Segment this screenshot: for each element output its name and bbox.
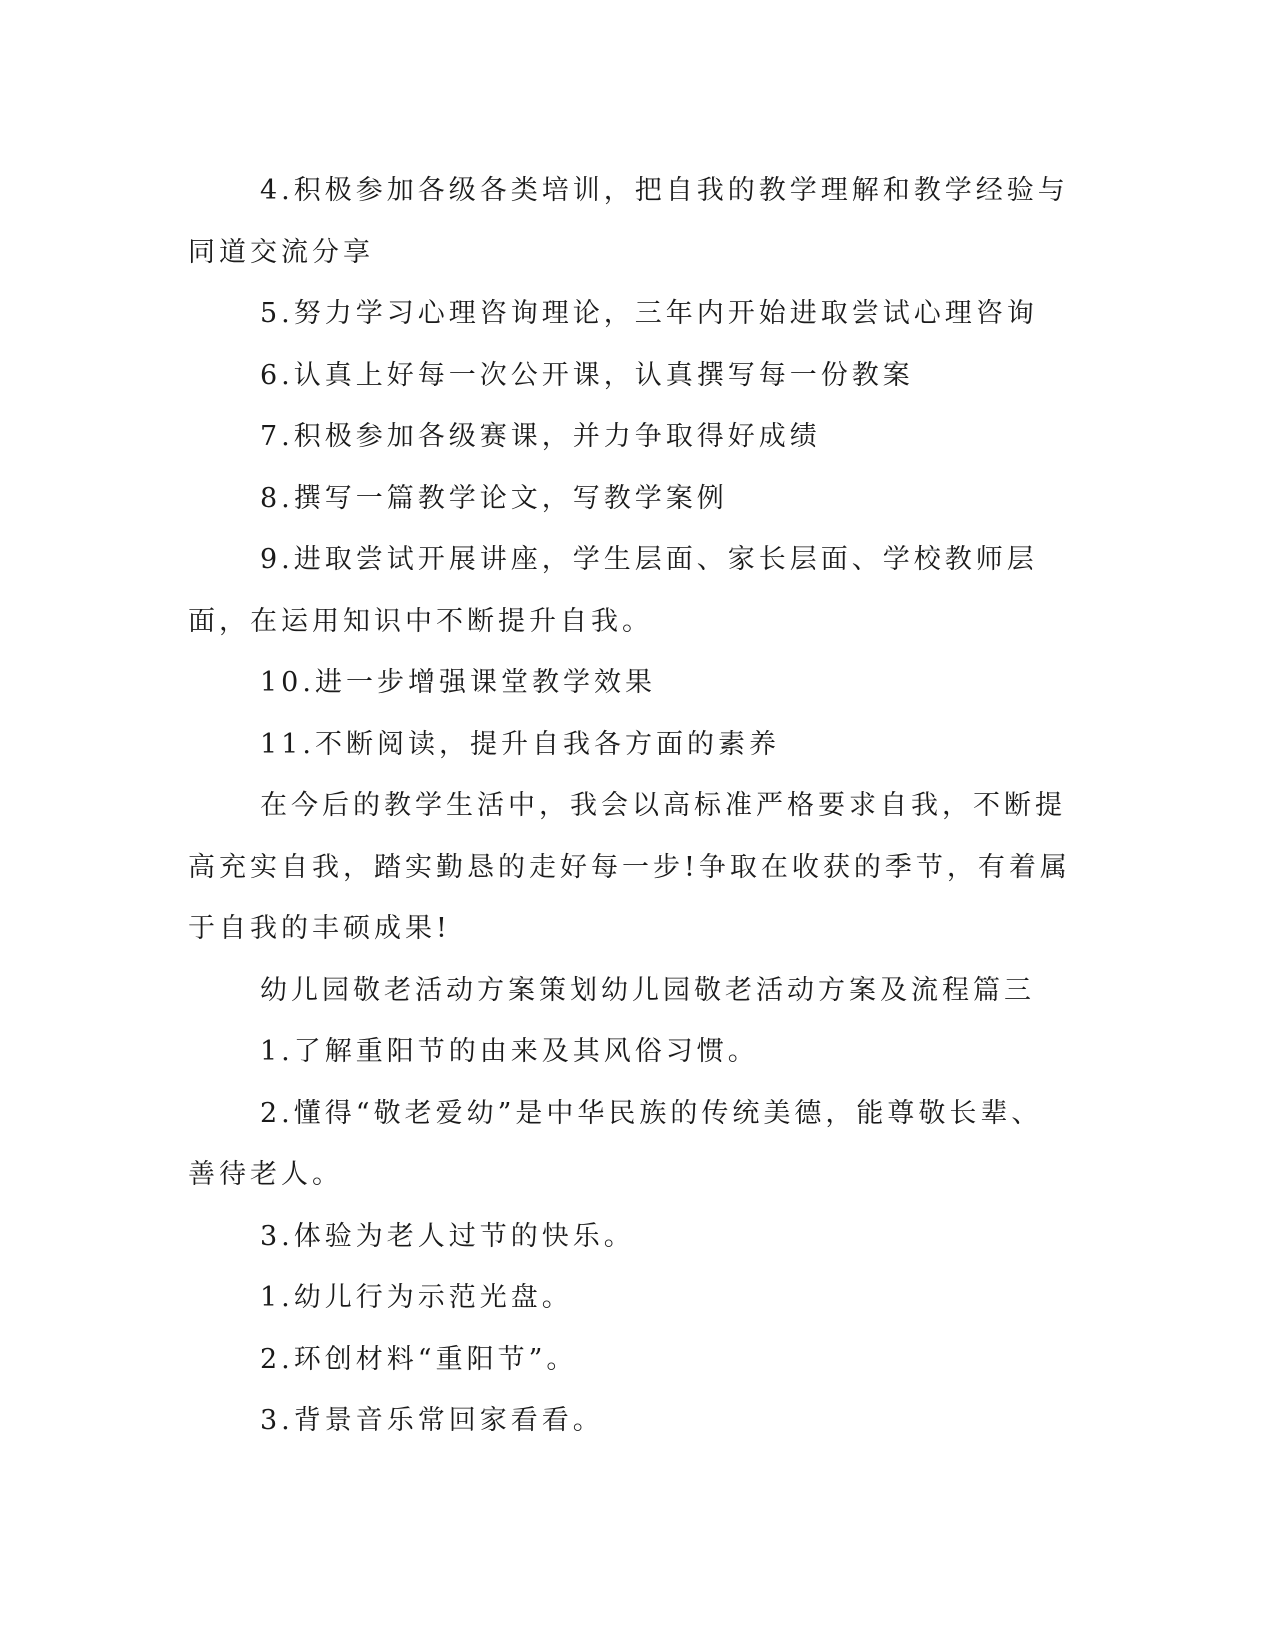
goal-item-2: 2.懂得“敬老爱幼”是中华民族的传统美德，能尊敬长辈、善待老人。 (188, 1097, 1043, 1190)
paragraph-item-6: 6.认真上好每一次公开课，认真撰写每一份教案 (260, 359, 914, 391)
goal-item-1: 1.了解重阳节的由来及其风俗习惯。 (260, 1036, 759, 1067)
material-item-3: 3.背景音乐常回家看看。 (260, 1405, 604, 1436)
paragraph-item-9: 9.进取尝试开展讲座，学生层面、家长层面、学校教师层面，在运用知识中不断提升自我。 (188, 544, 1038, 637)
paragraph-item-4: 4.积极参加各级各类培训，把自我的教学理解和教学经验与同道交流分享 (188, 175, 1069, 268)
material-item-1: 1.幼儿行为示范光盘。 (260, 1282, 573, 1313)
paragraph-item-5: 5.努力学习心理咨询理论，三年内开始进取尝试心理咨询 (260, 298, 1038, 329)
paragraph-item-11: 11.不断阅读，提升自我各方面的素养 (260, 728, 780, 760)
document-body (188, 160, 1073, 1452)
section-heading: 幼儿园敬老活动方案策划幼儿园敬老活动方案及流程篇三 (260, 974, 1035, 1006)
paragraph-conclusion: 在今后的教学生活中，我会以高标准严格要求自我，不断提高充实自我，踏实勤恳的走好每一步!争取在收获的季节，有着属于自我的丰硕成果! (188, 790, 1071, 944)
paragraph-item-10: 10.进一步增强课堂教学效果 (260, 667, 656, 698)
paragraph-item-7: 7.积极参加各级赛课，并力争取得好成绩 (260, 421, 821, 452)
paragraph-item-8: 8.撰写一篇教学论文，写教学案例 (260, 482, 728, 514)
goal-item-3: 3.体验为老人过节的快乐。 (260, 1220, 635, 1252)
material-item-2: 2.环创材料“重阳节”。 (260, 1343, 578, 1375)
